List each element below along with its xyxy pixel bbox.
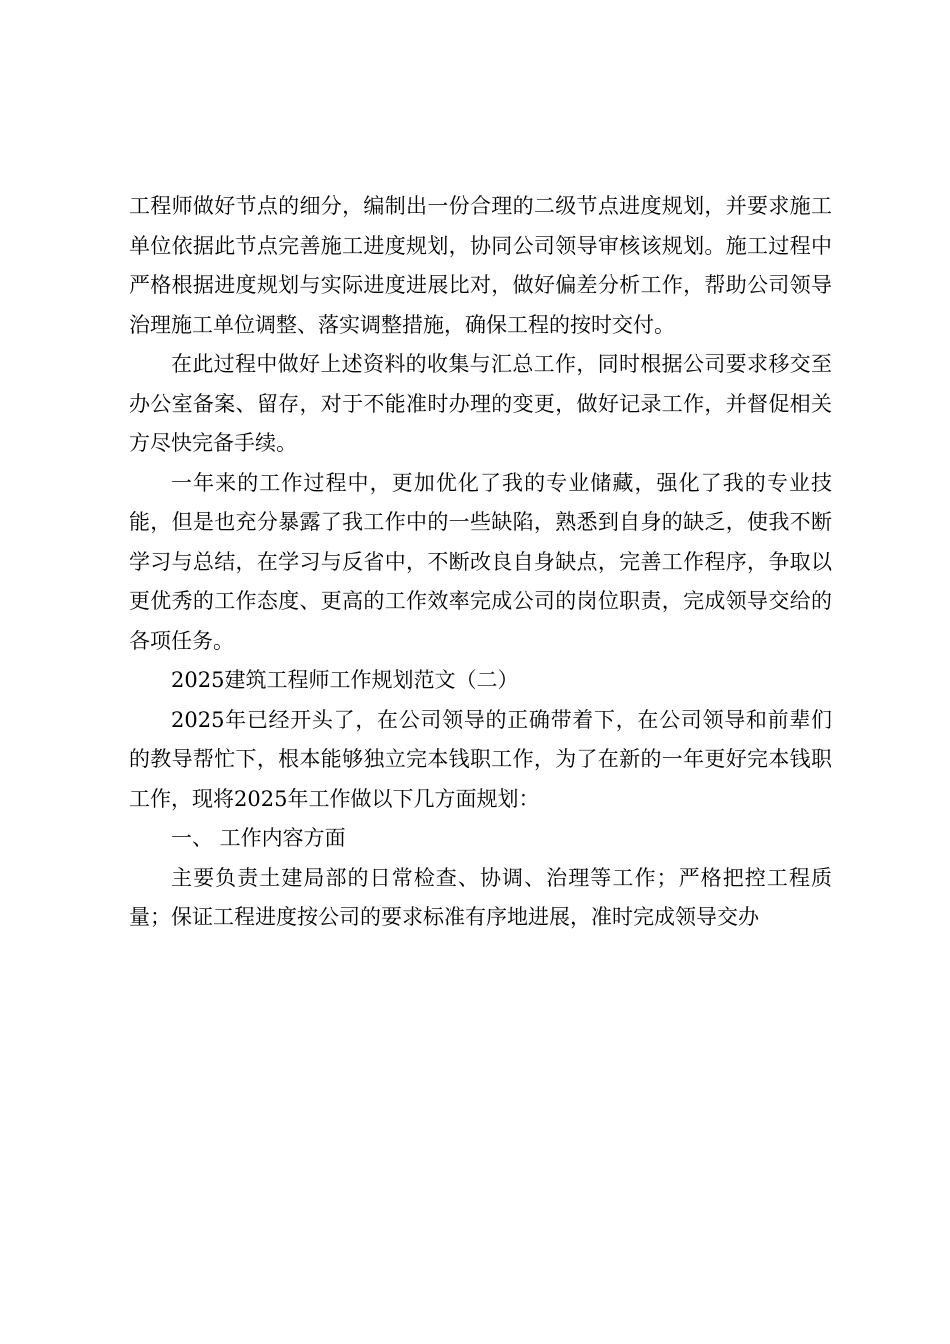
paragraph-responsibilities: 主要负责土建局部的日常检查、协调、治理等工作；严格把控工程质量；保证工程进度按公司的要求标准有序地进展，准时完成领导交办 [129,865,832,929]
paragraph-continuation: 工程师做好节点的细分，编制出一份合理的二级节点进度规划，并要求施工单位依据此节点完善施工进度规划，协同公司领导审核该规划。施工过程中严格根据进度规划与实际进度进展比对，做好偏差分析工作，帮助公司领导治理施工单位调整、落实调整措施，确保工程的按时交付。 [129,194,832,337]
section-title: 2025建筑工程师工作规划范文（二） [171,668,519,692]
document-body [129,187,832,938]
paragraph-intro: 2025年已经开头了，在公司领导的正确带着下，在公司领导和前辈们的教导帮忙下，根本能够独立完本钱职工作，为了在新的一年更好完本钱职工作，现将2025年工作做以下几方面规划： [129,707,832,811]
paragraph-year-review: 一年来的工作过程中，更加优化了我的专业储藏，强化了我的专业技能，但是也充分暴露了我工作中的一些缺陷，熟悉到自身的缺乏，使我不断学习与总结，在学习与反省中，不断改良自身缺点，完善工作程序，争取以更优秀的工作态度、更高的工作效率完成公司的岗位职责，完成领导交给的各项任务。 [129,470,832,653]
paragraph-materials: 在此过程中做好上述资料的收集与汇总工作，同时根据公司要求移交至办公室备案、留存，对于不能准时办理的变更，做好记录工作，并督促相关方尽快完备手续。 [129,352,832,455]
subsection-heading: 一、 工作内容方面 [171,826,346,850]
